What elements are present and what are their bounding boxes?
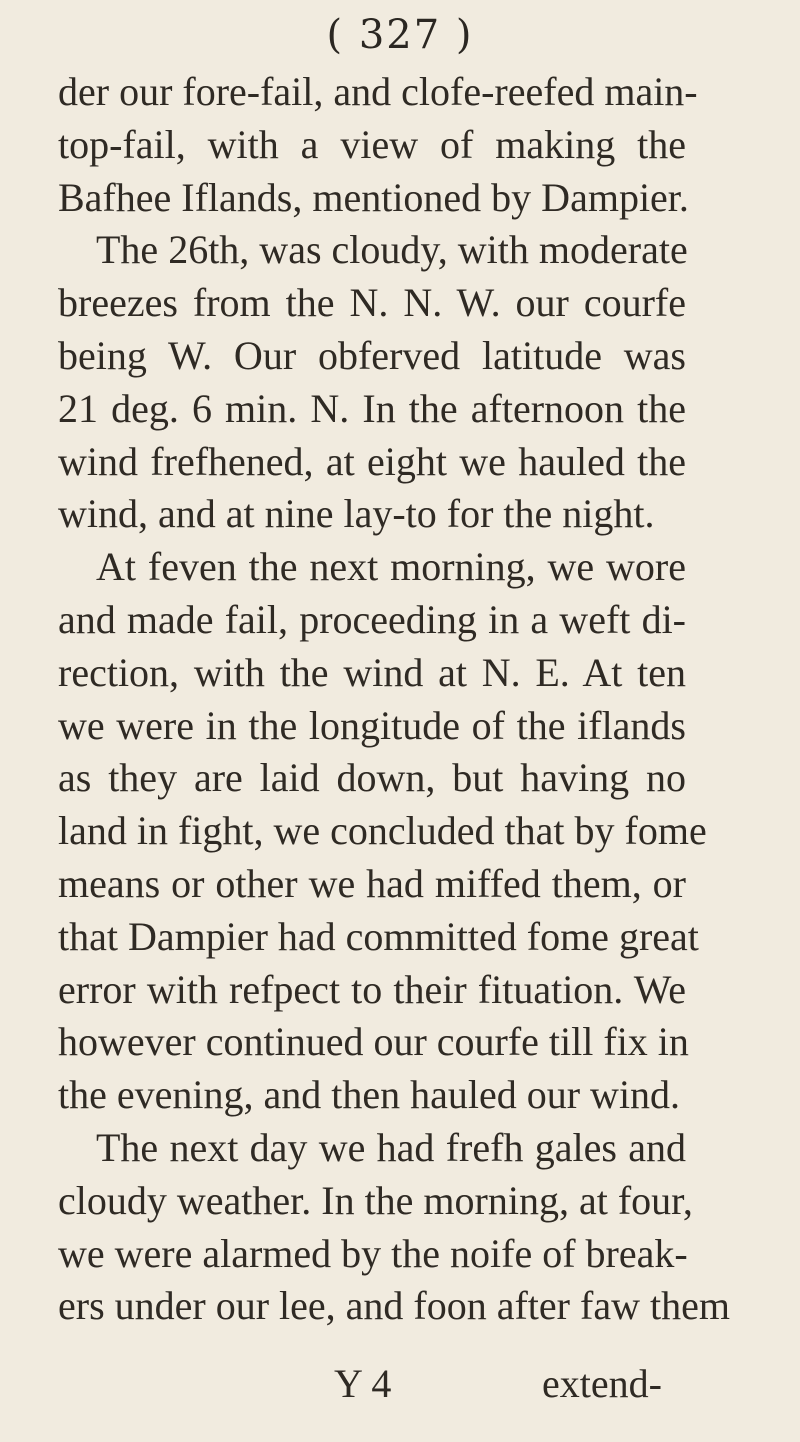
text-line: Bafhee Iflands, mentioned by Dampier. [58, 174, 689, 220]
page-footer [0, 1360, 800, 1412]
text-line: The next day we had frefh gales and [96, 1124, 686, 1170]
text-line: land in fight, we concluded that by fome [58, 808, 707, 854]
text-line: ers under our lee, and foon after faw them [58, 1283, 730, 1329]
text-line: and made fail, proceeding in a weft di- [58, 596, 686, 642]
text-line: that Dampier had committed fome great [58, 913, 699, 959]
text-line: being W. Our obferved latitude was [58, 332, 686, 378]
text-line: wind frefhened, at eight we hauled the [58, 438, 686, 484]
text-line: top-fail, with a view of making the [58, 121, 686, 167]
text-line: wind, and at nine lay-to for the night. [58, 491, 655, 537]
text-line: cloudy weather. In the morning, at four, [58, 1177, 693, 1223]
text-line: as they are laid down, but having no [58, 755, 686, 801]
signature-mark: Y 4 [334, 1361, 392, 1406]
text-line: rection, with the wind at N. E. At ten [58, 649, 686, 695]
catchword: extend- [542, 1361, 662, 1406]
text-line: error with refpect to their fituation. We [58, 966, 686, 1012]
text-line: At feven the next morning, we wore [96, 544, 686, 590]
page-number: ( 327 ) [326, 12, 474, 58]
text-line: we were in the longitude of the iflands [58, 702, 686, 748]
text-line: The 26th, was cloudy, with moderate [96, 227, 688, 273]
text-line: the evening, and then hauled our wind. [58, 1072, 681, 1118]
text-line: der our fore-fail, and clofe-reefed main- [58, 69, 698, 114]
text-line: means or other we had miffed them, or [58, 860, 686, 906]
text-line: we were alarmed by the noife of break- [58, 1230, 688, 1276]
body-text [58, 66, 730, 1333]
text-line: 21 deg. 6 min. N. In the afternoon the [58, 385, 686, 431]
text-line: breezes from the N. N. W. our courfe [58, 280, 686, 326]
text-line: however continued our courfe till fix in [58, 1019, 689, 1065]
